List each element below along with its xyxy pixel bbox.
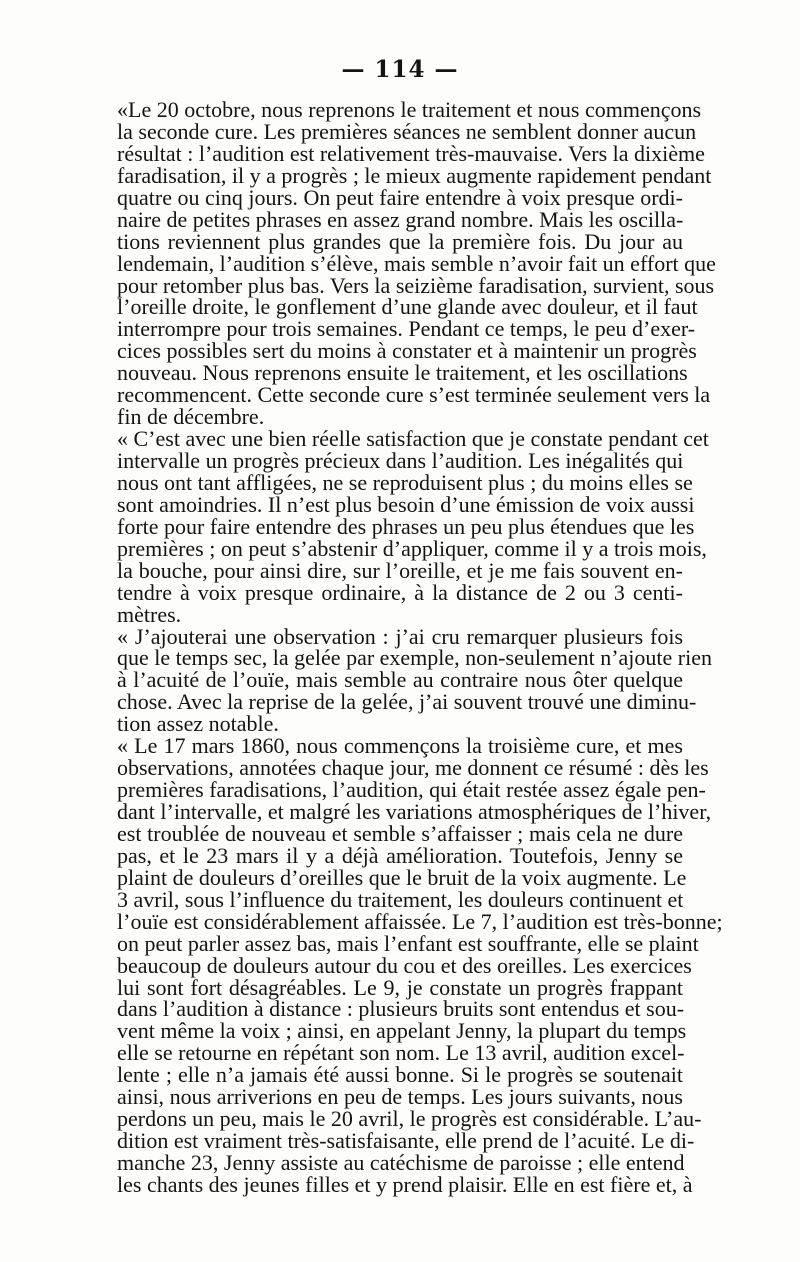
text-line: sont amoindries. Il n’est plus besoin d’une émission de voix aussi xyxy=(117,491,695,517)
text-line: cices possibles sert du moins à constater et à maintenir un progrès xyxy=(117,338,697,364)
text-line: perdons un peu, mais le 20 avril, le progrès est considérable. L’au- xyxy=(117,1106,702,1132)
text-line: fin de décembre. xyxy=(117,404,265,430)
paragraph xyxy=(117,733,723,1197)
text-line: la seconde cure. Les premières séances ne semblent donner aucun xyxy=(117,118,697,144)
text-line: naire de petites phrases en assez grand nombre. Mais les oscilla- xyxy=(117,206,684,232)
text-line: l’oreille droite, le gonflement d’une glande avec douleur, et il faut xyxy=(117,294,698,320)
text-line: que le temps sec, la gelée par exemple, non-seulement n’ajoute rien xyxy=(117,645,712,671)
text-line: forte pour faire entendre des phrases un peu plus étendues que les xyxy=(117,513,695,539)
text-line: lente ; elle n’a jamais été aussi bonne. Si le progrès se soutenait xyxy=(117,1062,683,1088)
paragraph xyxy=(117,97,716,430)
text-line: dans l’audition à distance : plusieurs bruits sont entendus et sou- xyxy=(117,996,685,1022)
text-line: est troublée de nouveau et semble s’affaisser ; mais cela ne dure xyxy=(117,820,683,846)
text-line: « C’est avec une bien réelle satisfaction que je constate pendant cet xyxy=(117,426,709,452)
text-line: tions reviennent plus grandes que la première fois. Du jour au xyxy=(117,228,683,254)
text-line: vent même la voix ; ainsi, en appelant Jenny, la plupart du temps xyxy=(117,1018,687,1044)
text-line: pas, et le 23 mars il y a déjà amélioration. Toutefois, Jenny se xyxy=(117,842,683,868)
text-line: observations, annotées chaque jour, me donnent ce résumé : dès les xyxy=(117,755,709,781)
text-line: premières ; on peut s’abstenir d’appliquer, comme il y a trois mois, xyxy=(117,535,707,561)
text-line: lendemain, l’audition s’élève, mais semble n’avoir fait un effort que xyxy=(117,250,716,276)
text-line: faradisation, il y a progrès ; le mieux augmente rapidement pendant xyxy=(117,162,712,188)
text-line: premières faradisations, l’audition, qui était restée assez égale pen- xyxy=(117,777,706,803)
text-line: 3 avril, sous l’influence du traitement, les douleurs continuent et xyxy=(117,886,684,912)
text-line: plaint de douleurs d’oreilles que le bruit de la voix augmente. Le xyxy=(117,864,687,890)
text-line: les chants des jeunes filles et y prend plaisir. Elle en est fière et, à xyxy=(117,1171,693,1197)
text-line: intervalle un progrès précieux dans l’audition. Les inégalités qui xyxy=(117,448,684,473)
text-line: tion assez notable. xyxy=(117,711,279,737)
text-line: lui sont fort désagréables. Le 9, je constate un progrès frappant xyxy=(117,974,683,1000)
text-line: quatre ou cinq jours. On peut faire entendre à voix presque ordi- xyxy=(117,184,683,210)
text-line: chose. Avec la reprise de la gelée, j’ai souvent trouvé une diminu- xyxy=(117,689,697,715)
text-line: mètres. xyxy=(117,601,182,627)
page-number: — 114 — xyxy=(341,56,459,83)
text-line: ainsi, nous arriverions en peu de temps. Les jours suivants, nous xyxy=(117,1084,683,1110)
text-line: pour retomber plus bas. Vers la seizième faradisation, survient, sous xyxy=(117,272,715,298)
text-line: nous ont tant affligées, ne se reproduisent plus ; du moins elles se xyxy=(117,469,693,495)
paragraph xyxy=(117,426,709,627)
text-line: manche 23, Jenny assiste au catéchisme de paroisse ; elle entend xyxy=(117,1150,685,1175)
text-line: interrompre pour trois semaines. Pendant ce temps, le peu d’exer- xyxy=(117,316,696,342)
text-line: tendre à voix presque ordinaire, à la distance de 2 ou 3 centi- xyxy=(117,579,683,605)
text-line: dant l’intervalle, et malgré les variations atmosphériques de l’hiver, xyxy=(117,799,712,824)
text-line: dition est vraiment très-satisfaisante, elle prend de l’acuité. Le di- xyxy=(117,1128,695,1154)
text-line: « Le 17 mars 1860, nous commençons la troisième cure, et mes xyxy=(117,733,683,759)
text-line: résultat : l’audition est relativement très-mauvaise. Vers la dixième xyxy=(117,140,705,166)
text-line: la bouche, pour ainsi dire, sur l’oreille, et je me fais souvent en- xyxy=(117,557,683,583)
text-line: l’ouïe est considérablement affaissée. Le 7, l’audition est très-bonne; xyxy=(117,908,723,934)
text-line: nouveau. Nous reprenons ensuite le traitement, et les oscillations xyxy=(117,360,688,386)
text-line: on peut parler assez bas, mais l’enfant est souffrante, elle se plaint xyxy=(117,930,699,956)
body-text xyxy=(117,97,723,1197)
text-line: recommencent. Cette seconde cure s’est terminée seulement vers la xyxy=(117,382,711,408)
text-line: elle se retourne en répétant son nom. Le 13 avril, audition excel- xyxy=(117,1040,685,1066)
text-line: beaucoup de douleurs autour du cou et des oreilles. Les exercices xyxy=(117,952,692,978)
text-line: «Le 20 octobre, nous reprenons le traitement et nous commençons xyxy=(117,97,702,122)
text-line: « J’ajouterai une observation : j’ai cru remarquer plusieurs fois xyxy=(117,623,683,649)
paragraph xyxy=(117,623,712,737)
text-line: à l’acuité de l’ouïe, mais semble au contraire nous ôter quelque xyxy=(117,667,683,693)
